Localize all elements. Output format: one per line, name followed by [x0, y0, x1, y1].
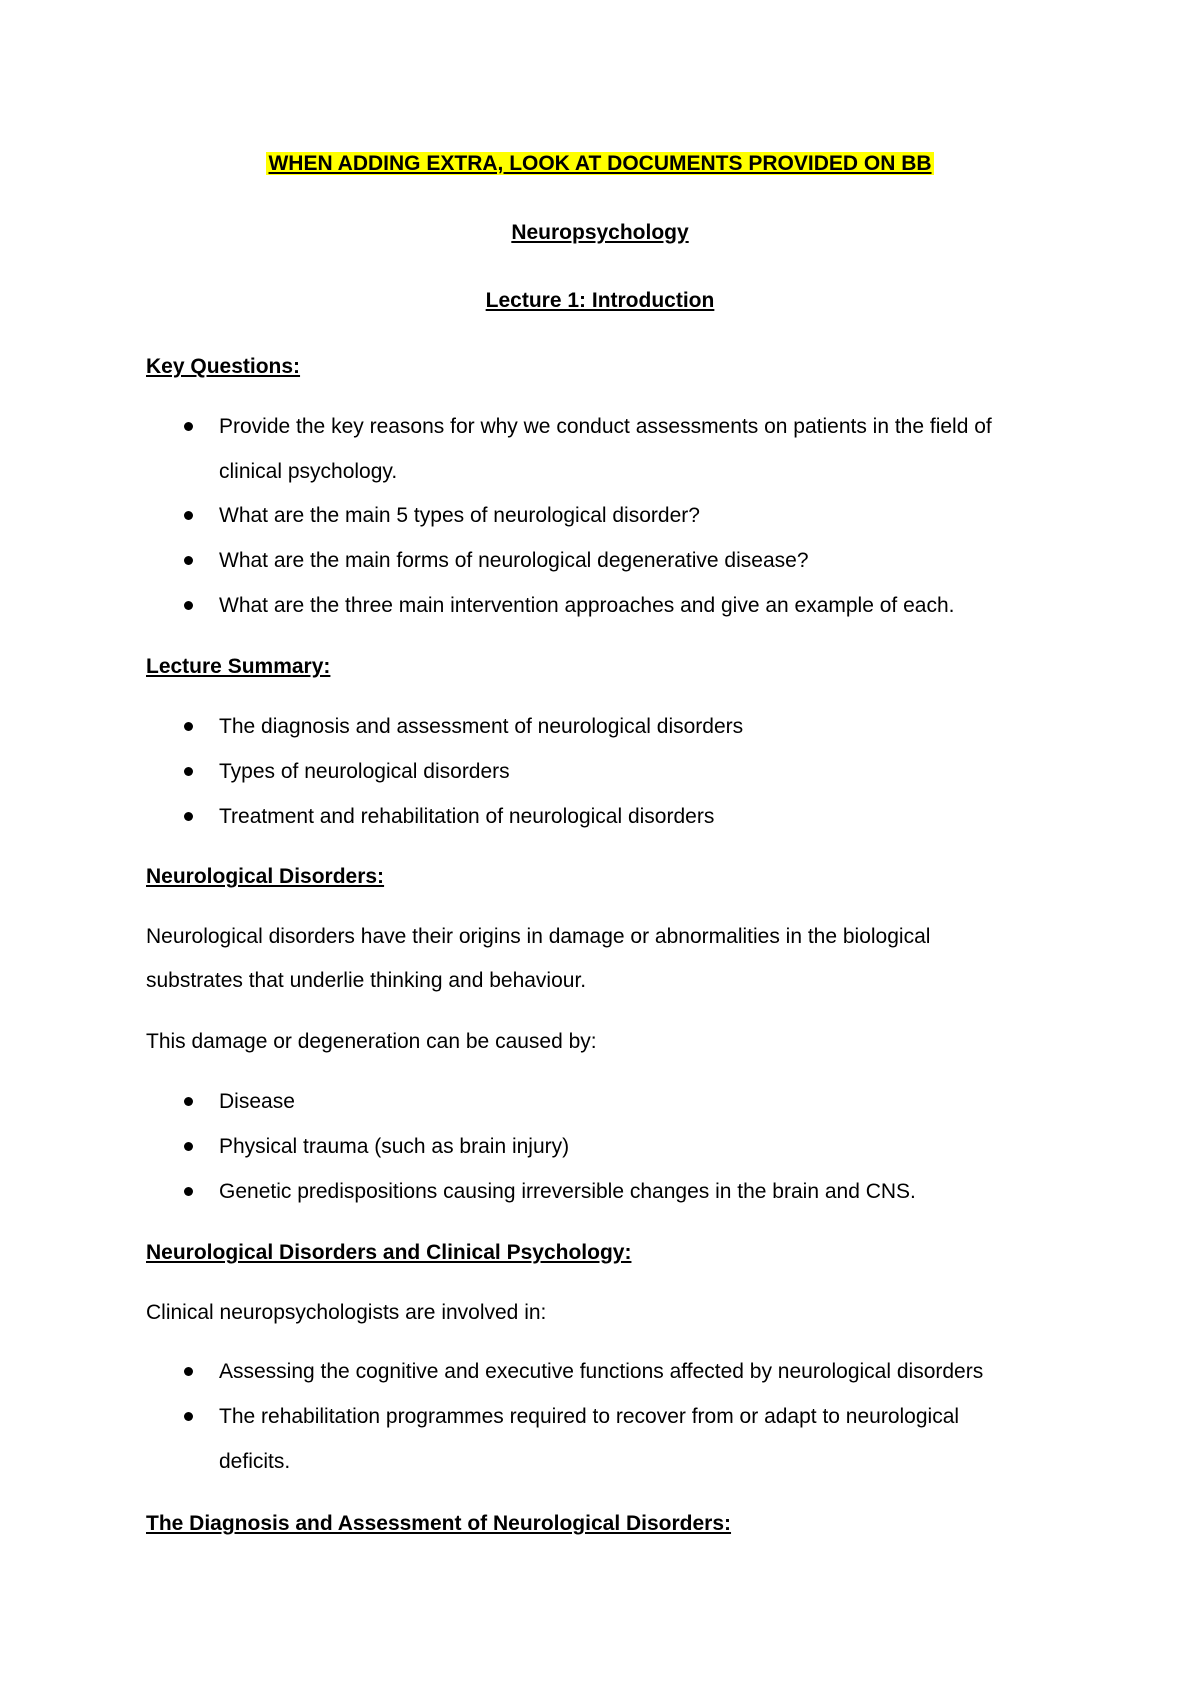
cause-item: Genetic predispositions causing irreversible changes in the brain and CNS. [219, 1180, 916, 1203]
bullet-icon [184, 1187, 193, 1196]
bullet-icon [184, 1097, 193, 1106]
clinical-intro: Clinical neuropsychologists are involved in: [146, 1301, 547, 1324]
key-question-item: What are the three main intervention approaches and give an example of each. [219, 594, 955, 617]
summary-item: Treatment and rehabilitation of neurological disorders [219, 805, 715, 828]
summary-item: The diagnosis and assessment of neurological disorders [219, 715, 744, 738]
key-question-item-continuation: clinical psychology. [219, 460, 398, 483]
paragraph-line: Neurological disorders have their origins in damage or abnormalities in the biological [146, 925, 931, 948]
cause-item: Disease [219, 1090, 295, 1113]
bullet-icon [184, 556, 193, 565]
key-question-item: What are the main 5 types of neurological disorder? [219, 504, 700, 527]
key-question-item: What are the main forms of neurological degenerative disease? [219, 549, 809, 572]
bullet-icon [184, 422, 193, 431]
cause-item: Physical trauma (such as brain injury) [219, 1135, 570, 1158]
paragraph-line: substrates that underlie thinking and behaviour. [146, 969, 587, 992]
bullet-icon [184, 1412, 193, 1421]
bullet-icon [184, 767, 193, 776]
clinical-psychology-heading: Neurological Disorders and Clinical Psychology: [146, 1241, 632, 1264]
bullet-icon [184, 1142, 193, 1151]
key-question-item: Provide the key reasons for why we conduct assessments on patients in the field of [219, 415, 992, 438]
diagnosis-heading: The Diagnosis and Assessment of Neurological Disorders: [146, 1512, 732, 1535]
lecture-summary-heading: Lecture Summary: [146, 655, 331, 678]
bullet-icon [184, 722, 193, 731]
neurological-disorders-heading: Neurological Disorders: [146, 865, 385, 888]
highlighted-notice: WHEN ADDING EXTRA, LOOK AT DOCUMENTS PROVIDED ON BB [268, 152, 932, 175]
bullet-icon [184, 812, 193, 821]
causes-intro: This damage or degeneration can be caused by: [146, 1030, 597, 1053]
clinical-item-continuation: deficits. [219, 1450, 291, 1473]
key-questions-heading: Key Questions: [146, 355, 301, 378]
course-title: Neuropsychology [511, 221, 689, 244]
lecture-title: Lecture 1: Introduction [485, 289, 715, 312]
clinical-item: Assessing the cognitive and executive functions affected by neurological disorders [219, 1360, 984, 1383]
bullet-icon [184, 601, 193, 610]
bullet-icon [184, 1367, 193, 1376]
summary-item: Types of neurological disorders [219, 760, 510, 783]
clinical-item: The rehabilitation programmes required to recover from or adapt to neurological [219, 1405, 960, 1428]
bullet-icon [184, 511, 193, 520]
notice-line [0, 151, 1200, 177]
